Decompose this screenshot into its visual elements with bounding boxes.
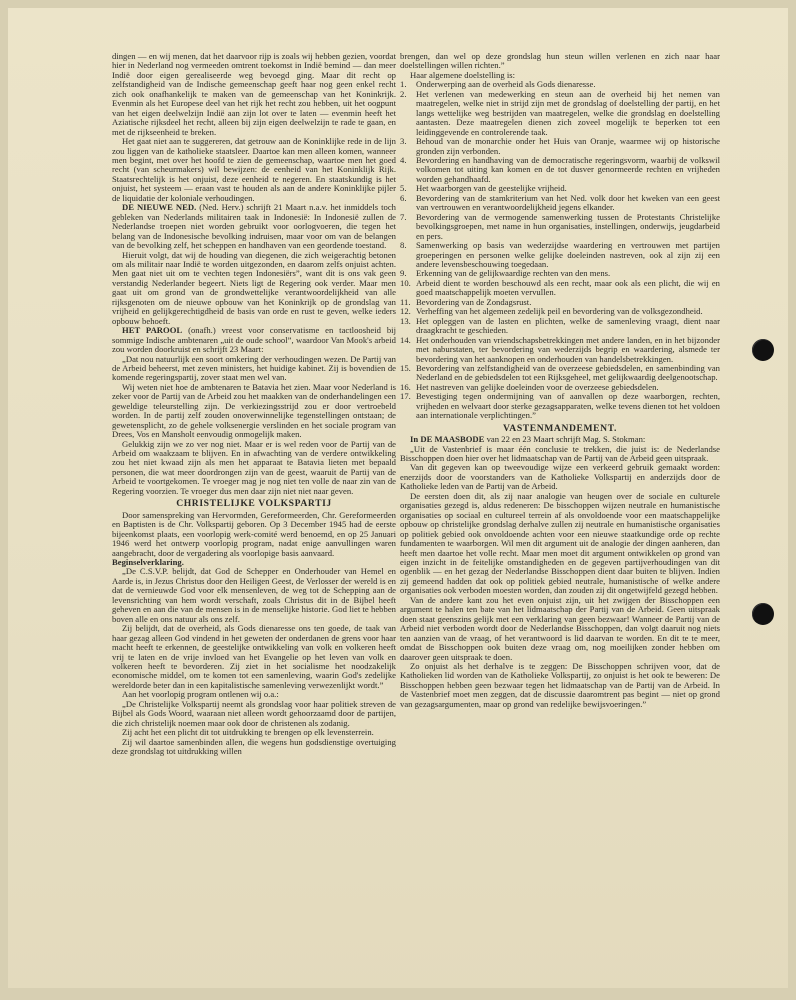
- item-number: 2.: [400, 88, 407, 99]
- right-paragraph: [400, 596, 720, 662]
- paragraph-text: „Uit de Vastenbrief is maar één conclusie te trekken, die juist is: de Nederlandse Bisschoppen doen hier over het lidmaatschap van de Partij van de Arbeid geen uitspraak.: [400, 443, 720, 464]
- item-number: 4.: [400, 154, 407, 165]
- item-text: Bevordering van de stamkriterium van het Ned. volk door het kweken van een geest van vertrouwen en verantwoordelijkheid jegens elkander.: [416, 192, 720, 213]
- item-number: 1.: [400, 79, 407, 90]
- item-number: 14.: [400, 334, 411, 345]
- scan-border-left: [0, 0, 8, 1000]
- doelstelling-item: [400, 156, 720, 184]
- scan-border-bottom: [0, 988, 796, 1000]
- doelstelling-list: [400, 80, 720, 420]
- left-paragraph: [112, 52, 396, 137]
- paragraph-text: (onafh.) vreest voor conservatisme en tactloosheid bij sommige Indische ambtenaren „uit de oude school”, waardoor Van Mook's arbeid zou worden doorkruist en schrijft 23 Maart:: [112, 325, 396, 355]
- paragraph-text: Van dit gegeven kan op tweevoudige wijze een verkeerd gebruik gemaakt worden: enerzijds door de voorstanders van de Katholieke Volkspartij en anderzijds door de Katholieke leden van de Partij van de Arbeid.: [400, 462, 720, 492]
- left-paragraph: [112, 203, 396, 250]
- section-heading: CHRISTELIJKE VOLKSPARTIJ: [176, 498, 332, 510]
- right-paragraph: [400, 662, 720, 709]
- scan-border-top: [0, 0, 796, 8]
- paragraph-text: Zij wil daartoe samenbinden allen, die wegens hun godsdienstige overtuiging deze grondslag tot uitdrukking willen: [112, 736, 396, 757]
- paragraph-text: van 22 en 23 Maart schrijft Mag. S. Stokman:: [484, 434, 646, 445]
- item-number: 8.: [400, 240, 407, 251]
- item-text: Het opleggen van de lasten en plichten, welke de samenleving vraagt, dient naar draagkracht te geschieden.: [416, 315, 720, 336]
- left-paragraph: [112, 624, 396, 690]
- doelstelling-item: [400, 392, 720, 420]
- item-text: Onderwerping aan de overheid als Gods dienaresse.: [416, 79, 596, 90]
- left-paragraph: [112, 440, 396, 497]
- item-number: 5.: [400, 183, 407, 194]
- paragraph-lead: HET PAROOL: [122, 325, 183, 336]
- paragraph-text: Wij weten niet hoe de ambtenaren te Batavia het zien. Maar voor Nederland is zeker voor de Partij van de Arbeid zou het maakken van de onderhandelingen een geweldige teleurstelling zijn. De verkiezingsstrijd zou er door vertroebeld worden. In de partij zelf zouden onoverwinnelijke tegenstellingen ontstaan; de gewetensplicht, zo de gehele volksenergie verslinden en het sociale program van Drees, Vos en Mansholt eenvoudig onmogelijk maken.: [112, 381, 396, 440]
- right-text-column: [400, 52, 720, 709]
- item-text: Het verlenen van medewerking en steun aan de overheid bij het nemen van maatregelen, welke niet in strijd zijn met de grondslag of doelstelling der partij, en het langs wettelijke weg bestrijden van maatregelen, welke die grondslag en doelstelling aantasten. Deze maatregelen dienen zich zoveel mogelijk te beperken tot een leidinggevende en controlerende taak.: [416, 88, 720, 137]
- item-number: 7.: [400, 211, 407, 222]
- vastenmandement-heading: VASTENMANDEMENT.: [503, 422, 617, 434]
- item-text: Bevordering van de vermogende samenwerking tussen de Protestants Christelijke bevolkingsgroepen, met name in hun organisaties, instellingen, onderwijs, jeugdarbeid en pers.: [416, 211, 720, 241]
- left-paragraph: [112, 738, 396, 757]
- left-paragraph: [112, 383, 396, 440]
- item-text: Het onderhouden van vriendschapsbetrekkingen met andere landen, en in het bijzonder met naburstaten, ter bevordering van wederzijds begrip en waardering, alsmede ter bevordering van het aanknopen en onderhouden van handelsbetrekkingen.: [416, 334, 720, 364]
- paragraph-text: Het gaat niet aan te suggereren, dat getrouw aan de Koninklijke rede in de lijn zou liggen van de katholieke staatsleer. Daartoe kan men alleen komen, wanneer men begint, met over het hoofd te zien de gemeenschap, waartoe men het goed recht (van scheurmakers) wil bewijzen: de eenheid van het Koninklijk Rijk. Staatsrechtelijk is het onjuist, deze eenheid te negeren. En staatskundig is het onjuist, het systeem — eraan vast te houden als aan de andere Koninklijke pijler de liquidatie der koloniale verhoudingen.: [112, 136, 396, 203]
- left-paragraph: [112, 567, 396, 624]
- paragraph-text: De eersten doen dit, als zij naar analogie van heugen over de sociale en culturele organisaties gezegd is, aldus redeneren: De bisschoppen wijzen neutrale en humanistische organisaties op sociaal en cultureel terrein af als onvoldoende voor een maatschappelijke opbouw op christelijke grondslag derhalve zullen zij neutrale en humanistische organisaties op politiek gebied ook onvoldoende achten voor een nieuwe staatkundige orde op rechte fundamenten te waarborgen. Wil men dit argument uit de analogie der dingen aanheren, dan heeft men daartoe het volle recht. Maar men moet dit argument ontwikkelen op grond van eigen inzicht in de feitelijke omstandigheden en de gegeven partijverhoudingen van dit ogenblik — en het gezag der Nederlandse Bisschoppen dient daar buiten te blijven. Indien zij gemeend hadden dat ook op politiek gebied neutrale, humanistische of welke andere organisaties ook verboden moesten worden, dan zouden zij dit ongetwijfeld gezegd hebben.: [400, 490, 720, 596]
- item-text: Verheffing van het algemeen zedelijk peil en bevordering van de volksgezondheid.: [416, 306, 703, 317]
- left-paragraph: [112, 355, 396, 383]
- item-text: Het nastreven van gelijke doeleinden voor de overzeese gebiedsdelen.: [416, 381, 659, 392]
- doelstelling-item: [400, 336, 720, 364]
- paragraph-text: Aan het voorlopig program ontlenen wij o.a.:: [122, 689, 279, 700]
- item-text: Samenwerking op basis van wederzijdse waardering en vertrouwen met partijen groeperingen en personen welke gelijke doeleinden nastreven, ook al zijn zij een andere levensbeschouwing toegedaan.: [416, 240, 720, 269]
- right-paragraph: [400, 492, 720, 596]
- punch-hole-bottom: [752, 603, 774, 625]
- item-number: 15.: [400, 362, 411, 373]
- left-paragraph: [112, 326, 396, 354]
- doelstelling-item: [400, 213, 720, 241]
- item-text: Erkenning van de gelijkwaardige rechten van den mens.: [416, 268, 611, 279]
- right-column-subhead: Haar algemene doelstelling is:: [410, 69, 516, 80]
- paragraph-lead: In DE MAASBODE: [410, 434, 485, 445]
- item-number: 12.: [400, 306, 411, 317]
- punch-hole-top: [752, 339, 774, 361]
- paragraph-text: „De Christelijke Volkspartij neemt als grondslag voor haar politiek streven de Bijbel als Gods Woord, waaraan niet alleen wordt gehoorzaamd door de partijen, die zich christelijk noemen maar ook door de christenen als zodanig.: [112, 698, 396, 728]
- vastenmandement-body: [400, 435, 720, 709]
- paragraph-text: Hieruit volgt, dat wij de houding van diegenen, die zich weigerachtig betonen om als militair naar Indië te worden uitgezonden, en daarom zelfs onjuist achten. Men gaat niet uit om te vechten tegen Indonesiërs”, want dit is ons vak geen verstandig Nederlander begeert. Niets ligt de Regering ook verder. Maar men gaat uit om grond van de grondwettelijke verantwoordelijkheid van alle rijksgenoten om de nieuwe opbouw van het Koninkrijk op de grondslag van vrijheid en gelijkgerechtigdheid de basis van orde en rust te geven, welke ieders opbouw behoeft.: [112, 249, 396, 326]
- doelstelling-item: [400, 364, 720, 383]
- paragraph-text: dingen — en wij menen, dat het daarvoor rijp is zoals wij hebben gezien, voordat hier in Nederland nog vermeeden omtrent toekomst in Indië bemind — dan meer Indië door eigen gerealiseerde weg bevoegd ging. Maar dit recht op zelfstandigheid van de Indische gemeenschap geeft haar nog geen enkel recht zich ook onafhankelijk te maken van de gemeenschap van het Koninkrijk. Evenmin als het Europese deel van het rijk het recht zou hebben, uit het oogpunt van het eigen deelwelzijn Indië aan zijn lot over te laten — evenmin heeft het Aziatische rijksdeel het recht, alleen bij zijn eigen deelwelzijn te rade te gaan, en met de rijkseenheid te breken.: [112, 51, 396, 137]
- doelstelling-item: [400, 194, 720, 213]
- item-text: Bevordering van de Zondagsrust.: [416, 296, 532, 307]
- item-text: Bevordering en handhaving van de democratische regeringsvorm, waarbij de volkswil volkomen tot uiting kan komen en de tot dusver genormeerde rechten en vrijheden worden gehandhaafd.: [416, 154, 720, 184]
- paragraph-text: Van de andere kant zou het even onjuist zijn, uit het zwijgen der Bisschoppen een argument te halen ten bate van het lidmaatschap der Partij van de Arbeid. Geen uitspraak doen staat geenszins gelijk met een verklaring van geen bezwaar! Wanneer de Partij van de Arbeid niet verboden wordt door de Nederlandse Bisschoppen, dan volgt daaruit nog niets ten aanzien van de vraag, of het verantwoord is lid daarvan te worden. En dit te te meer, omdat de Bisschoppen ook buiten deze vraag om, nog moeilijken zonder hebben om daarover geen uitspraak te doen.: [400, 594, 720, 662]
- paragraph-text: Zo onjuist als het derhalve is te zeggen: De Bisschoppen schrijven voor, dat de Katholieken lid worden van de Katholieke Volkspartij, zo onjuist is het ook te beweren: De Bisschoppen hebben geen bezwaar tegen het lidmaatschap van de Partij van de Arbeid. In de Vastenbrief moet men zeggen, dat de discussie daaromtrent pas begint — niet op grond van gezagsargumenten, maar op grond van redelijke bewijsvoeringen.”: [400, 661, 720, 709]
- item-number: 11.: [400, 296, 411, 307]
- item-number: 3.: [400, 136, 407, 147]
- subsection-label: Beginselverklaring.: [112, 557, 184, 568]
- paragraph-lead: DE NIEUWE NED.: [122, 202, 197, 213]
- item-number: 17.: [400, 391, 411, 402]
- item-number: 9.: [400, 268, 407, 279]
- scan-border-right: [788, 0, 796, 1000]
- doelstelling-item: [400, 279, 720, 298]
- doelstelling-item: [400, 241, 720, 269]
- item-text: Arbeid dient te worden beschouwd als een recht, maar ook als een plicht, die wij en goed maatschappelijk moeten vervullen.: [416, 277, 720, 298]
- item-text: Het waarborgen van de geestelijke vrijheid.: [416, 183, 567, 194]
- left-text-column: [112, 52, 396, 757]
- paragraph-text: Door samenspreking van Hervormden, Gereformeerden, Chr. Gereformeerden en Baptisten is de Chr. Volkspartij geboren. Op 3 December 1945 had de eerste bijeenkomst plaats, een voorlopig werk-comité werd benoemd, en op 25 Januari 1946 werd het ontwerp voorlopig program, nadat enige aanvullingen waren aangebracht, door de vergadering als voorlopige basis aanvaard.: [112, 509, 396, 558]
- doelstelling-item: [400, 137, 720, 156]
- left-paragraph: [112, 137, 396, 203]
- paragraph-text: „Dat nou natuurlijk een soort omkering der verhoudingen wezen. De Partij van de Arbeid beheerst, met zeven ministers, het huidige kabinet. Zij is bovendien de komende regeringspartij, zover staat men wel van.: [112, 353, 396, 383]
- item-number: 10.: [400, 277, 411, 288]
- right-column-intro: brengen, dan wel op deze grondslag hun steun willen verlenen en zich naar haar doelstellingen willen richten.”: [400, 51, 720, 71]
- paragraph-text: Zij acht het een plicht dit tot uitdrukking te brengen op elk levensterrein.: [122, 727, 374, 738]
- paragraph-text: „De C.S.V.P. belijdt, dat God de Schepper en Onderhouder van Hemel en Aarde is, in Jezus Christus door den Heiligen Geest, de Verlosser der wereld is en dat de vernieuwde God voor elk mensenleven, de weg tot de Schepping aan de levensrichting van hem wordt verschaft, zoals Christus dit in de Bijbel heeft geheven en aan die van de mensen is in de menselijke historie. God liet te hebben boven alle en ons natuur als ons zelf.: [112, 566, 396, 624]
- item-number: 6.: [400, 192, 407, 203]
- right-paragraph: [400, 445, 720, 464]
- item-number: 13.: [400, 315, 411, 326]
- paragraph-text: (Ned. Herv.) schrijft 21 Maart n.a.v. het inmiddels toch gebleken van Nederlands militairen taak in Indonesië: In Indonesië zullen de Nederlandse troepen niet worden gebruikt voor oorlogvoeren, die tegen het belang van de Indonesische bevolking indruisen, maar voor om van de belangen van de bevolking zelf, het scheppen en handhaven van een geordende toestand.: [112, 202, 396, 251]
- item-text: Bevordering van zelfstandigheid van de overzeese gebiedsdelen, en samenbinding van Nederland en de gebiedsdelen tot een Rijksgeheel, met gelijkwaardig deelgenootschap.: [416, 362, 720, 383]
- item-text: Behoud van de monarchie onder het Huis van Oranje, waarmee wij op historische gronden zijn verbonden.: [416, 136, 720, 156]
- right-paragraph: [400, 463, 720, 491]
- doelstelling-item: [400, 317, 720, 336]
- paragraph-text: Zij belijdt, dat de overheid, als Gods dienaresse ons ten goede, de taak van haar gezag alleen God vindend in het geweten der onderdanen de grens voor haar macht heeft te erkennen, de geestelijke ontwikkeling van volk en volkeren heeft vrij te laten en de vrije invloed van het Evangelie op het leven van volk en volkeren heeft te bevorderen. Zij ziet in het socialisme het noodzakelijk economische middel, om te komen tot een samenleving, waarin God's zedelijke wereldorde beter dan in een kapitalistische samenleving verwezenlijkt wordt.”: [112, 623, 396, 690]
- doelstelling-item: [400, 90, 720, 137]
- left-paragraph: [112, 251, 396, 327]
- item-number: 16.: [400, 381, 411, 392]
- left-paragraph: [112, 511, 396, 558]
- item-text: Bevestiging tegen ondermijning van of aanvallen op deze waarborgen, rechten, vrijheden en welvaart door sterke gezagsapparaten, welke tevens dienen tot het voldoen aan internationale verplichtingen.”: [416, 391, 720, 421]
- left-paragraph: [112, 700, 396, 728]
- paragraph-text: Gelukkig zijn we zo ver nog niet. Maar er is wel reden voor de Partij van de Arbeid om waakzaam te blijven. En in afwachting van de verdere ontwikkeling zou het niet kwaad zijn als men het apparaat te Batavia lieten met bepaald personen, die wat meer doordrongen zijn van de geest, waaruit de Partij van de Arbeid te voortgekomen. Te vroeger mag je nog niet ten volle de naar zin van de Regering voorzien. Te vroeger dus men daar zijn niet niet naar geven.: [112, 438, 396, 496]
